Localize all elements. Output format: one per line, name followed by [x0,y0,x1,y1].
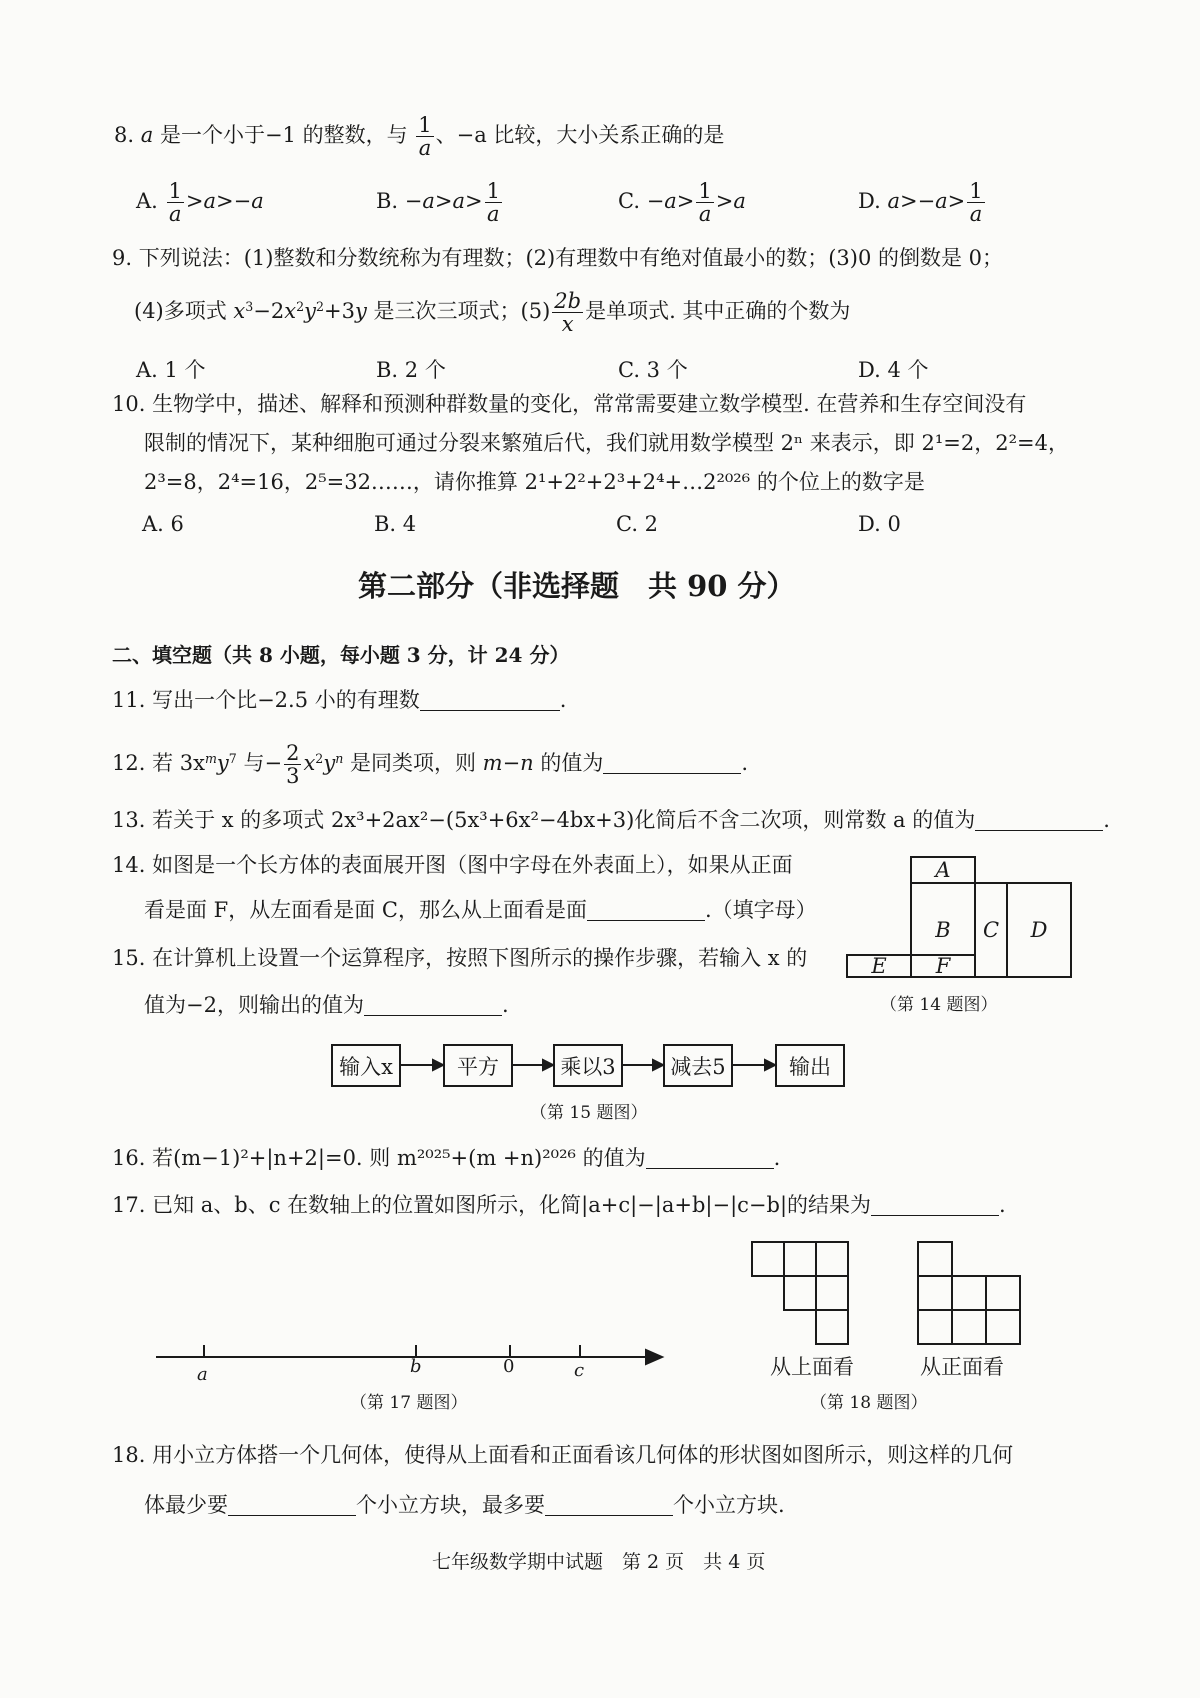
q9-option-a: A. 1 个 [136,358,206,382]
page-footer: 七年级数学期中试题 第 2 页 共 4 页 [432,1551,766,1573]
q10-line1: 10. 生物学中，描述、解释和预测种群数量的变化，常常需要建立数学模型. 在营养和生存空间没有 [112,392,1027,416]
fig17-caption: （第 17 题图） [350,1393,468,1413]
q8-option-a: A. $\frac{1}{a}$ >a>−a [136,179,264,227]
flow-step-output: 输出 [775,1044,845,1087]
q10-option-b: B. 4 [374,512,417,536]
flow-step-input: 输入x [331,1044,401,1087]
q18-min-blank[interactable] [228,1515,356,1516]
flow-step-times3: 乘以3 [553,1044,623,1087]
q12: 12. 若 $3x^my^7$ 与− $\frac{2}{3}$ $x^2y^n$ 是同类项，则 m−n 的值为 . [112,741,749,789]
fig15-caption: （第 15 题图） [530,1103,648,1123]
part2-title: 第二部分（非选择题 共 90 分） [358,569,796,603]
q9-option-d: D. 4 个 [858,358,929,382]
face-c: C [974,882,1008,978]
view-top-label: 从上面看 [770,1355,854,1379]
q8-option-d: D. a>−a> $\frac{1}{a}$ [858,179,983,227]
q10-option-d: D. 0 [858,512,901,536]
view-front-label: 从正面看 [920,1355,1004,1379]
q10-line2: 限制的情况下，某种细胞可通过分裂来繁殖后代，我们就用数学模型 2ⁿ 来表示，即 2¹=2，2²=4， [144,431,1069,455]
q15-line1: 15. 在计算机上设置一个运算程序，按照下图所示的操作步骤，若输入 x 的 [112,946,808,970]
face-d: D [1006,882,1072,978]
section2-header: 二、填空题（共 8 小题，每小题 3 分，计 24 分） [112,643,570,667]
q14-line2: 看是面 F，从左面看是面 C，那么从上面看是面 .（填字母） [144,898,817,922]
face-a: A [910,856,976,884]
q8-option-c: C. −a> $\frac{1}{a}$ >a [618,179,746,227]
q8-stem-fraction: $\frac{1}{a}$ [418,113,432,161]
q10-option-a: A. 6 [142,512,184,536]
axis-label-a: a [197,1364,208,1385]
face-b: B [910,882,976,978]
q10-line3: 2³=8，2⁴=16，2⁵=32……，请你推算 2¹+2²+2³+2⁴+…2²⁰²⁶ 的个位上的数字是 [144,470,925,494]
q9-line1: 9. 下列说法：(1)整数和分数统称为有理数；(2)有理数中有绝对值最小的数；(3)0 的倒数是 0； [112,246,1004,270]
q18-max-blank[interactable] [545,1515,673,1516]
q8-stem: 8. a 是一个小于−1 的整数，与 $\frac{1}{a}$ 、−a 比较，大小关系正确的是 [114,113,725,161]
flow-step-minus5: 减去5 [663,1044,733,1087]
q9-option-c: C. 3 个 [618,358,688,382]
q9-line2: (4)多项式 $x^3-2x^2y^2+3y$ 是三次三项式；(5) $\frac{2b}{x}$ 是单项式. 其中正确的个数为 [134,289,851,337]
face-e: E [846,954,912,978]
q17: 17. 已知 a、b、c 在数轴上的位置如图所示，化简|a+c|−|a+b|−|c−b|的结果为 . [112,1193,1006,1217]
axis-label-zero: 0 [503,1356,515,1377]
q13: 13. 若关于 x 的多项式 2x³+2ax²−(5x³+6x²−4bx+3)化简后不含二次项，则常数 a 的值为 . [112,808,1110,832]
fig14-caption: （第 14 题图） [880,995,998,1015]
q9-option-b: B. 2 个 [376,358,446,382]
q18-line2: 体最少要 个小立方块，最多要 个小立方块. [144,1493,785,1517]
q16: 16. 若(m−1)²+|n+2|=0. 则 m²⁰²⁵+(m +n)²⁰²⁶ 的值为 . [112,1146,781,1170]
axis-label-b: b [410,1356,422,1377]
q11: 11. 写出一个比−2.5 小的有理数 . [112,688,567,712]
fig18-caption: （第 18 题图） [810,1393,928,1413]
q14-line1: 14. 如图是一个长方体的表面展开图（图中字母在外表面上），如果从正面 [112,853,793,877]
q15-line2: 值为−2，则输出的值为 . [144,993,509,1017]
q18-line1: 18. 用小立方体搭一个几何体，使得从上面看和正面看该几何体的形状图如图所示，则这样的几何 [112,1443,1014,1467]
face-f: F [910,954,976,978]
q8-option-b: B. −a>a> $\frac{1}{a}$ [376,179,500,227]
axis-label-c: c [574,1360,585,1381]
flow-step-square: 平方 [443,1044,513,1087]
q10-option-c: C. 2 [616,512,659,536]
